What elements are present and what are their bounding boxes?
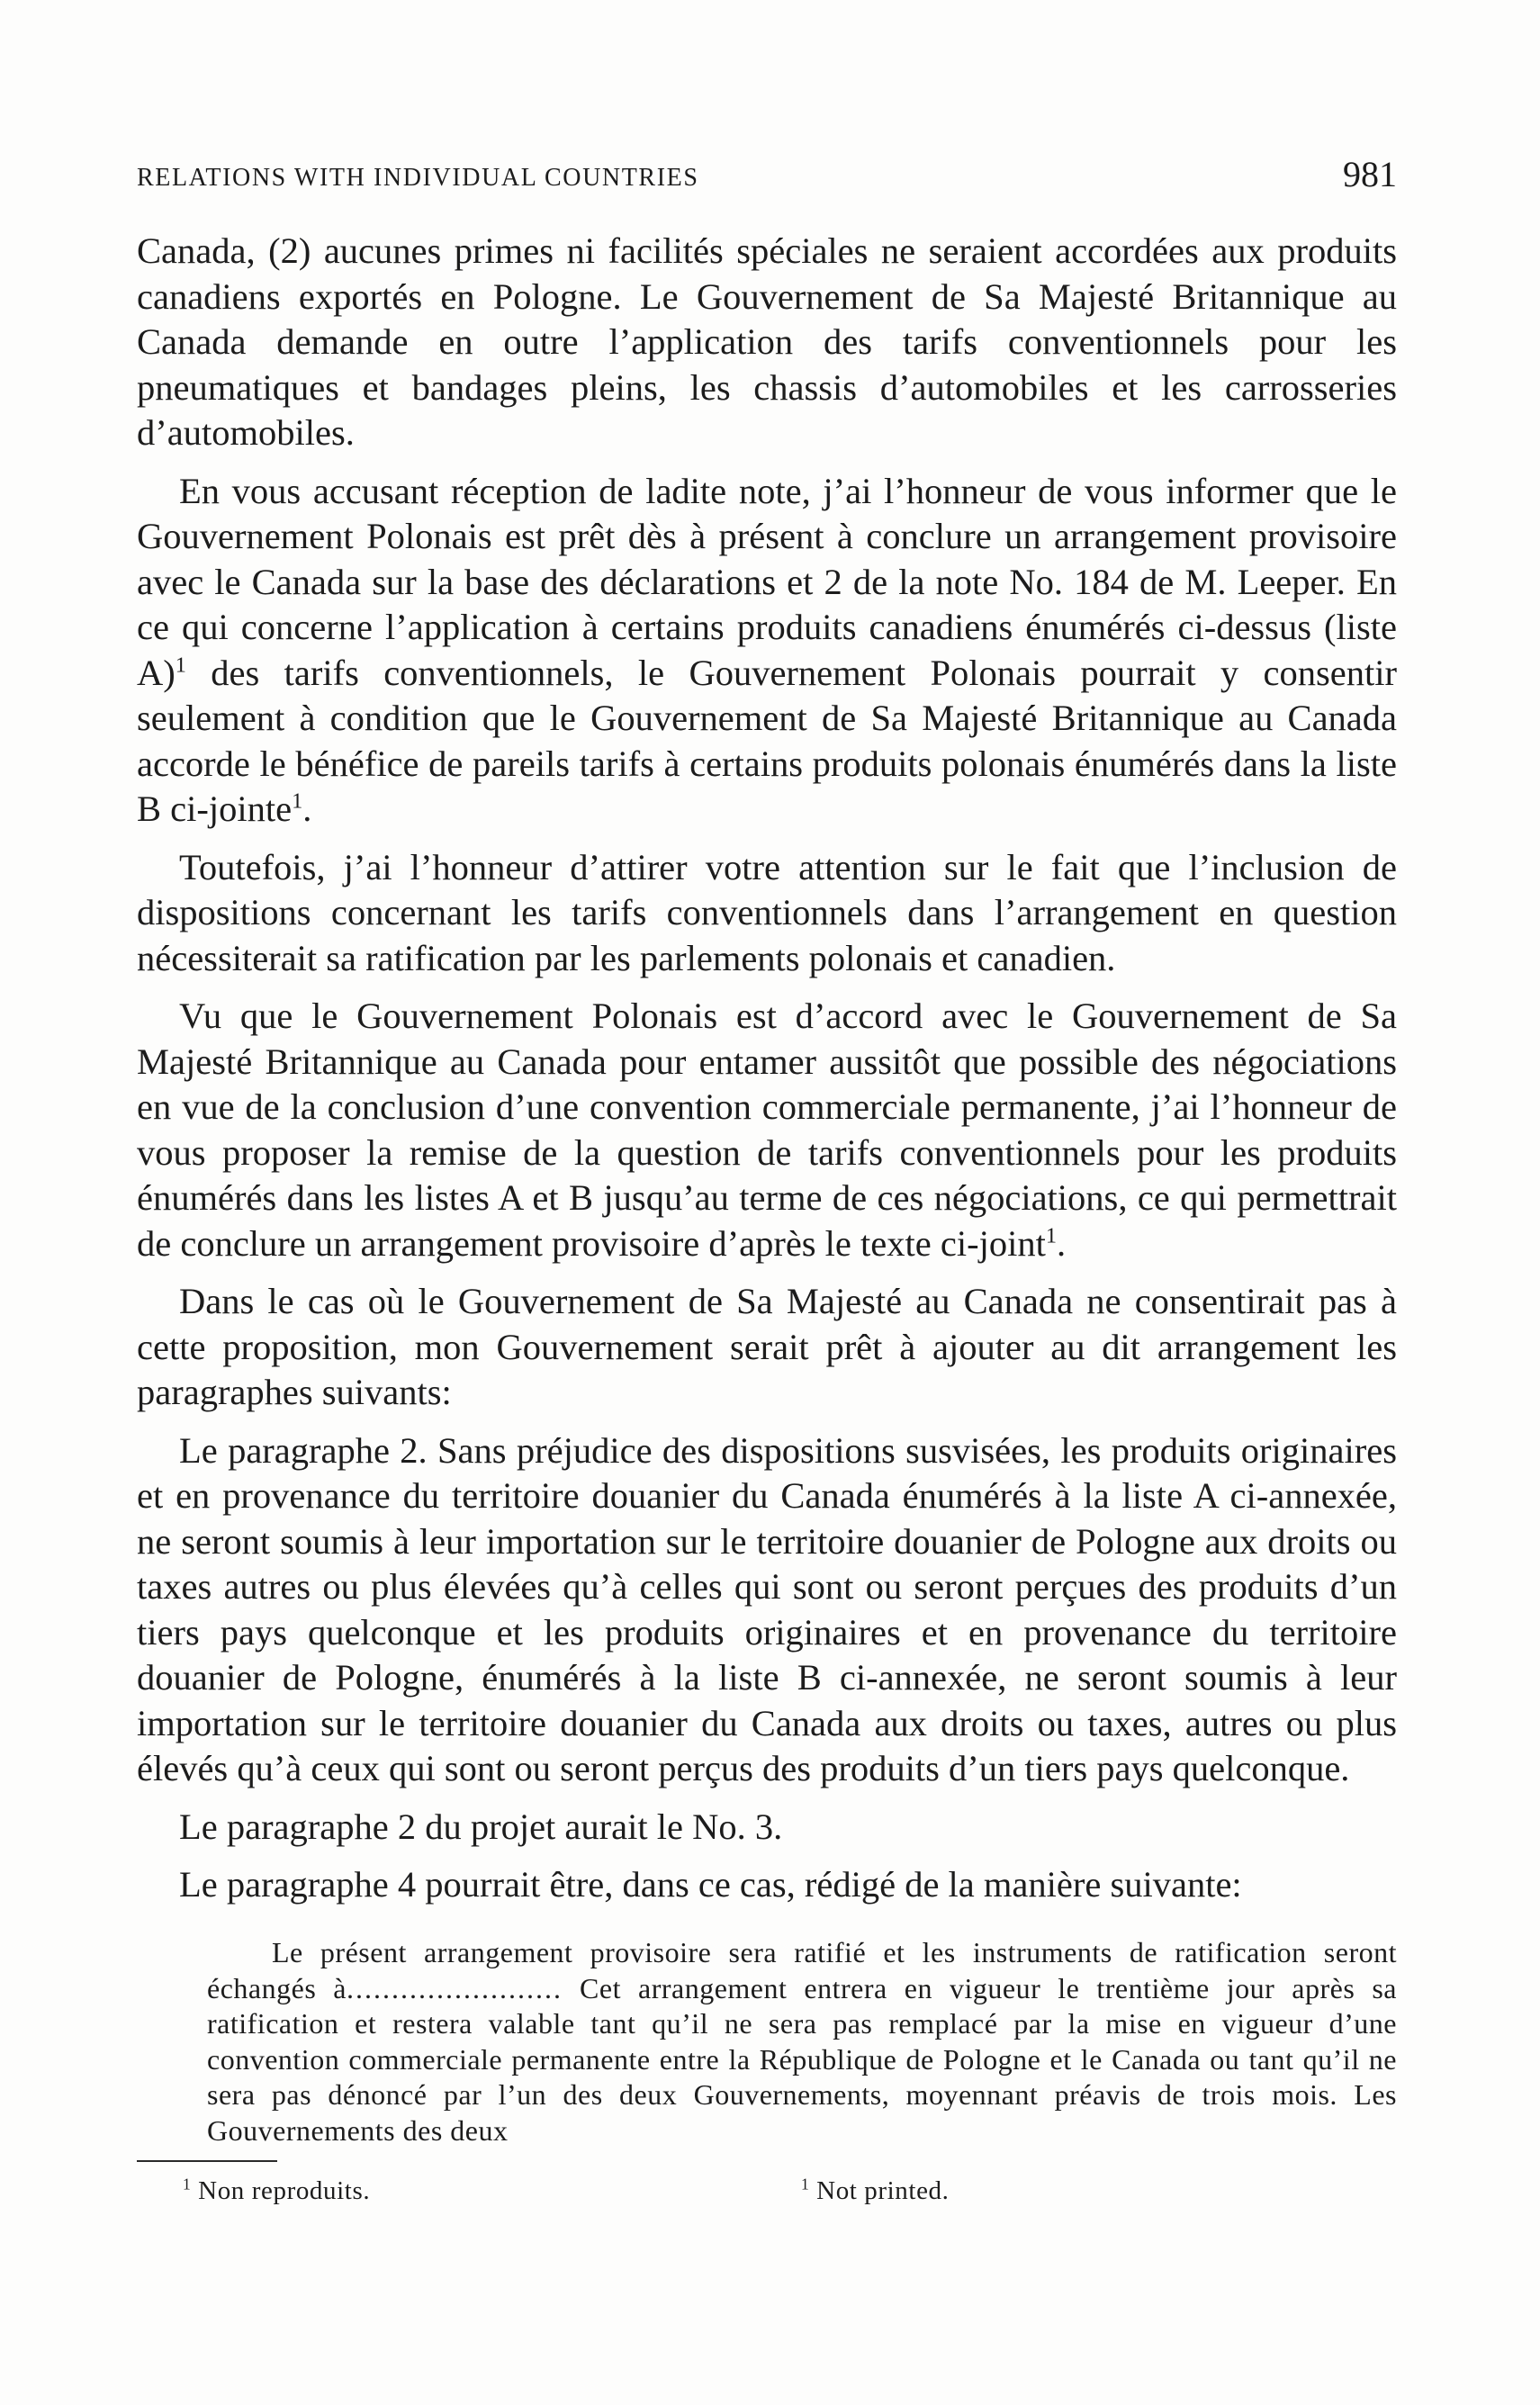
paragraph-text: Vu que le Gouvernement Polonais est d’accord avec le Gouvernement de Sa Majesté Britannique au Canada pour entamer aussitôt que possible des négociations en vue de la conclusion d’une convention commerciale permanente, j’ai l’honneur de vous proposer la remise de la question de tarifs conventionnels pour les produits énumérés dans les listes A et B jusqu’au terme de ces négociations, ce qui permettrait de conclure un arrangement provisoire d’après le texte ci-joint [137,995,1397,1264]
paragraph-text: des tarifs conventionnels, le Gouvernement Polonais pourrait y consentir seulement à condition que le Gouvernement de Sa Majesté Britannique au Canada accorde le bénéfice de pareils tarifs à certains produits polonais énumérés dans la liste B ci-jointe [137,652,1397,829]
footnote-text: Not printed. [809,2176,950,2205]
footnote-english [801,2176,950,2206]
paragraph-text: . [1057,1222,1067,1264]
footnote-marker: 1 [175,653,186,677]
footnote-marker: 1 [292,788,303,814]
paragraph-text: Le paragraphe 2 du projet aurait le No. 3. [179,1806,783,1847]
paragraph-text: Le paragraphe 2. Sans préjudice des dispositions susvisées, les produits originaires et en provenance du territoire douanier du Canada énumérés à la liste A ci-annexée, ne seront soumis à leur importation sur le territoire douanier de Pologne aux droits ou taxes autres ou plus élevées qu’à celles qui sont ou seront perçues des produits d’un tiers pays quelconque et les produits originaires et en provenance du territoire douanier de Pologne, énumérés à la liste B ci-annexée, ne seront soumis à leur importation sur le territoire douanier du Canada aux droits ou taxes, autres ou plus élevés qu’à ceux qui sont ou seront perçus des produits d’un tiers pays quelconque. [137,1429,1397,1788]
quote-text-start: Le présent arrangement provisoire sera ratifié et les instruments de ratification seront échangés à [207,1936,1397,2004]
paragraph-text: Le paragraphe 4 pourrait être, dans ce cas, rédigé de la manière suivante: [179,1864,1242,1905]
footnote-marker: 1 [183,2175,192,2193]
footnote-french [183,2176,370,2206]
running-title: RELATIONS WITH INDIVIDUAL COUNTRIES [137,164,699,192]
paragraph-5 [137,1279,1397,1416]
paragraph-text: Canada, (2) aucunes primes ni facilités spéciales ne seraient accordées aux produits canadiens exportés en Pologne. Le Gouvernement de Sa Majesté Britannique au Canada demande en outre l’application des tarifs conventionnels pour les pneumatiques et bandages pleins, les chassis d’automobiles et les carrosseries d’automobiles. [137,230,1397,453]
footnote-divider [137,2160,277,2162]
body-text [137,229,1397,1928]
paragraph-6 [137,1428,1397,1792]
running-header [137,154,1397,198]
footnote-marker: 1 [801,2175,810,2193]
quote-text-end: Cet arrangement entrera en vigueur le trentième jour après sa ratification et restera valable tant qu’il ne sera pas remplacé par la mise en vigueur d’une convention commerciale permanente entre la République de Pologne et le Canada ou tant qu’il ne sera pas dénoncé par l’un des deux Gouvernements, moyennant préavis de trois mois. Les Gouvernements des deux [207,1971,1398,2147]
page-number: 981 [1343,154,1397,194]
paragraph-text: Toutefois, j’ai l’honneur d’attirer votre attention sur le fait que l’inclusion de dispositions concernant les tarifs conventionnels dans l’arrangement en question nécessiterait sa ratification par les parlements polonais et canadien. [137,846,1397,978]
paragraph-4 [137,994,1397,1266]
paragraph-3 [137,845,1397,982]
footnote-marker: 1 [1045,1223,1057,1248]
paragraph-8 [137,1862,1397,1908]
paragraph-text: En vous accusant réception de ladite note, j’ai l’honneur de vous informer que le Gouvernement Polonais est prêt dès à présent à conclure un arrangement provisoire avec le Canada sur la base des déclarations et 2 de la note No. 184 de M. Leeper. En ce qui concerne l’application à certains produits canadiens énumérés ci-dessus (liste A) [137,470,1397,693]
paragraph-7 [137,1805,1397,1851]
quoted-paragraph [207,1935,1397,2148]
paragraph-text: Dans le cas où le Gouvernement de Sa Majesté au Canada ne consentirait pas à cette proposition, mon Gouvernement serait prêt à ajouter au dit arrangement les paragraphes suivants: [137,1281,1397,1412]
quote-text [207,1935,1397,2148]
paragraph-text: . [302,788,312,829]
paragraph-2 [137,469,1397,833]
paragraph-1 [137,229,1397,456]
footnote-text: Non reproduits. [191,2176,371,2205]
blank-dots: ........................ [347,1971,563,2004]
